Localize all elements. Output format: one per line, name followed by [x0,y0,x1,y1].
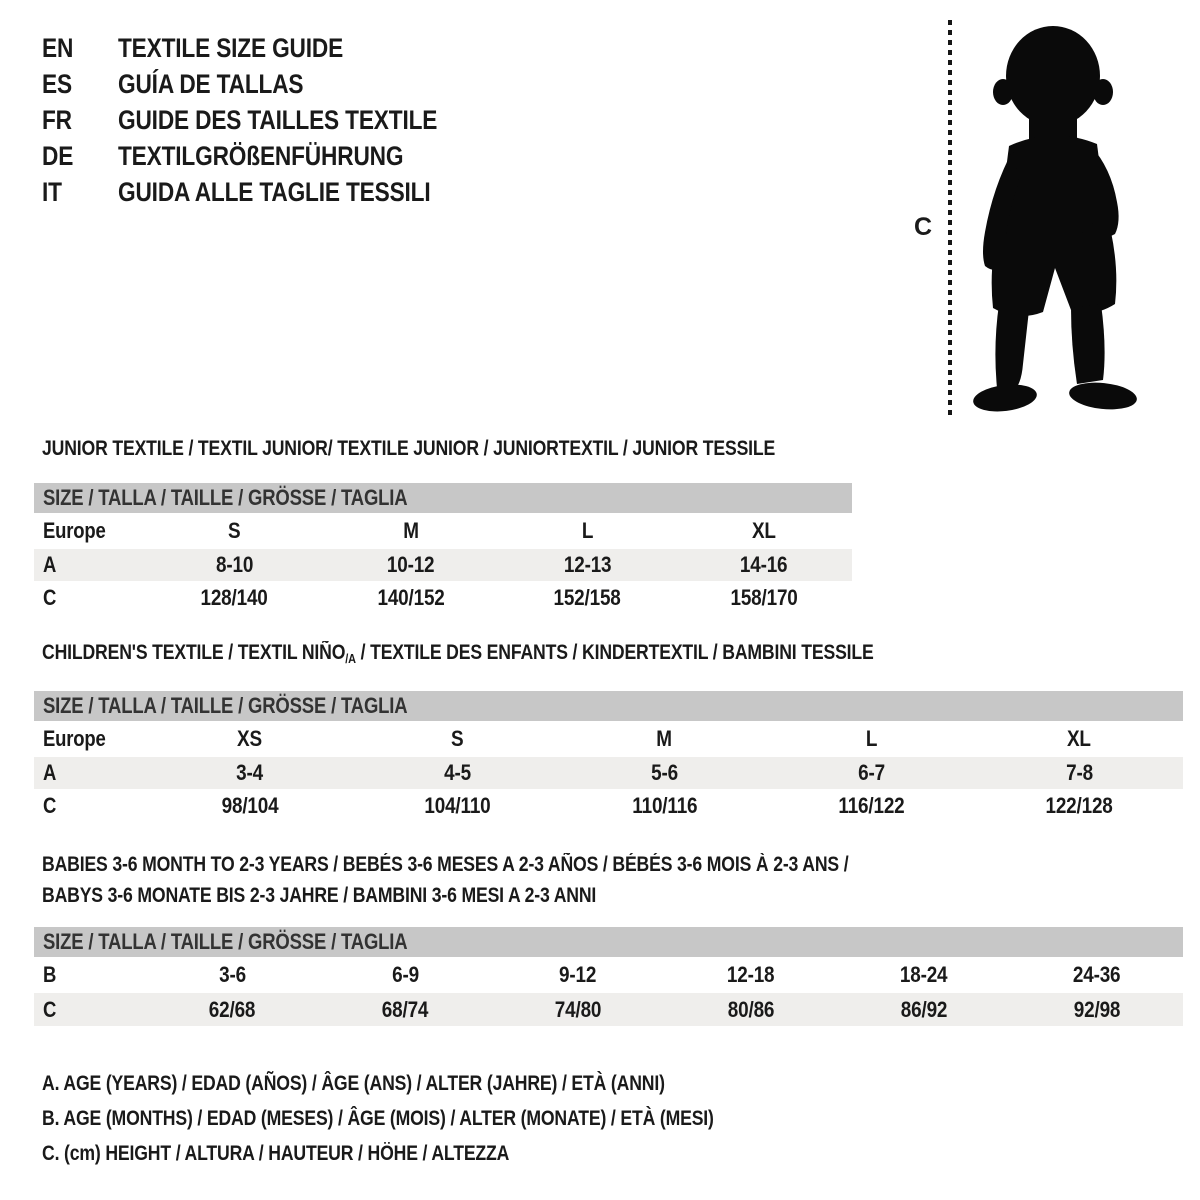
children-size-table [34,691,1183,822]
nino-a-subscript: /A [345,651,356,666]
lang-title-en: TEXTILE SIZE GUIDE [118,32,344,63]
silhouette-foot-left [972,381,1039,415]
junior-size-header-bar: SIZE / TALLA / TAILLE / GRÖSSE / TAGLIA [34,483,852,513]
children-size-header-bar: SIZE / TALLA / TAILLE / GRÖSSE / TAGLIA [34,691,1183,721]
babies-heading-line2: BABYS 3-6 MONATE BIS 2-3 JAHRE / BAMBINI 3-6 MESI A 2-3 ANNI [42,884,597,907]
junior-size-s: S [228,518,241,543]
babies-row-label: B [43,962,57,987]
lang-title-de: TEXTILGRÖßENFÜHRUNG [118,140,404,171]
babies-months-value: 12-18 [727,962,775,987]
lang-code-es: ES [42,68,72,99]
junior-size-table [34,483,852,614]
lang-code-en: EN [42,32,74,63]
lang-row-de [42,138,498,174]
babies-height-value: 92/98 [1073,996,1120,1022]
children-row-label: Europe [43,726,106,751]
junior-size-m: M [402,518,419,543]
junior-height-value: 152/158 [553,584,621,610]
lang-code-de: DE [42,140,74,171]
lang-code-it: IT [42,176,62,207]
children-row-age [34,757,1183,789]
junior-height-value: 158/170 [730,584,798,610]
children-height-value: 104/110 [424,792,491,818]
legend-line-b: B. AGE (MONTHS) / EDAD (MESES) / ÂGE (MOIS) / ALTER (MONATE) / ETÀ (MESI) [42,1106,714,1130]
silhouette-foot-right [1068,380,1138,413]
lang-code-fr: FR [42,104,72,135]
lang-row-en [42,30,498,66]
junior-row-europe [34,513,852,549]
children-age-value: 7-8 [1065,760,1093,785]
babies-months-value: 3-6 [218,962,246,987]
children-height-value: 110/116 [631,792,698,818]
silhouette-leg-right [1071,304,1105,384]
babies-row-label: C [43,996,57,1022]
height-dashed-line [948,20,952,416]
children-size-l: L [866,726,878,751]
junior-size-l: L [581,518,593,543]
children-size-xs: XS [237,726,263,751]
children-age-value: 5-6 [651,760,678,785]
junior-height-value: 140/152 [377,584,445,610]
children-row-label: C [43,792,57,818]
height-measure-label: C [913,213,933,241]
junior-height-value: 128/140 [200,584,268,610]
babies-row-months [34,957,1183,993]
junior-age-value: 12-13 [563,552,612,577]
language-title-block [42,30,498,210]
measurement-legend [42,1066,842,1171]
lang-title-it: GUIDA ALLE TAGLIE TESSILI [118,176,431,207]
junior-size-xl: XL [751,518,776,543]
children-size-s: S [450,726,464,751]
silhouette-shorts [992,232,1117,316]
junior-row-height [34,581,852,614]
children-age-value: 3-4 [236,760,264,785]
silhouette-ear-left [993,79,1013,105]
children-size-m: M [656,726,673,751]
legend-line-c: C. (cm) HEIGHT / ALTURA / HAUTEUR / HÖHE / ALTEZZA [42,1141,510,1165]
babies-height-value: 86/92 [900,996,947,1022]
children-height-value: 116/122 [838,792,905,818]
babies-height-value: 74/80 [554,996,602,1022]
children-age-value: 4-5 [443,760,471,785]
babies-months-value: 24-36 [1072,962,1121,987]
junior-row-label: Europe [43,518,106,543]
silhouette-ear-right [1093,79,1113,105]
babies-section-heading [42,853,1002,915]
babies-months-value: 6-9 [391,962,419,987]
lang-title-fr: GUIDE DES TAILLES TEXTILE [118,104,438,135]
babies-height-value: 68/74 [381,996,429,1022]
junior-section-heading: JUNIOR TEXTILE / TEXTIL JUNIOR/ TEXTILE JUNIOR / JUNIORTEXTIL / JUNIOR TESSILE [42,437,776,460]
junior-row-age [34,549,852,581]
junior-row-label: C [43,584,57,610]
babies-months-value: 9-12 [559,962,597,987]
silhouette-leg-left [995,304,1029,392]
lang-row-it [42,174,498,210]
children-height-value: 98/104 [221,792,279,818]
junior-row-label: A [43,552,57,577]
babies-row-height [34,993,1183,1026]
children-row-height [34,789,1183,822]
lang-row-es [42,66,498,102]
legend-line-a: A. AGE (YEARS) / EDAD (AÑOS) / ÂGE (ANS) / ALTER (JAHRE) / ETÀ (ANNI) [42,1071,665,1095]
babies-height-value: 62/68 [209,996,256,1022]
toddler-silhouette [964,22,1146,418]
junior-age-value: 10-12 [386,552,435,577]
babies-heading-line1: BABIES 3-6 MONTH TO 2-3 YEARS / BEBÉS 3-6 MESES A 2-3 AÑOS / BÉBÉS 3-6 MOIS À 2-3 ANS / [42,853,849,876]
babies-size-table [34,927,1183,1026]
children-age-value: 6-7 [858,760,886,785]
junior-age-value: 14-16 [739,552,788,577]
children-row-europe [34,721,1183,757]
junior-age-value: 8-10 [215,552,253,577]
children-size-xl: XL [1067,726,1092,751]
children-section-heading: CHILDREN'S TEXTILE / TEXTIL $NIÑO_{/A}$ / TEXTILE DES ENFANTS / KINDERTEXTIL / BAMBINI TESSILE [42,641,874,666]
babies-size-header-bar: SIZE / TALLA / TAILLE / GRÖSSE / TAGLIA [34,927,1183,957]
babies-months-value: 18-24 [899,962,948,987]
children-height-value: 122/128 [1045,792,1113,818]
children-row-label: A [43,760,57,785]
lang-title-es: GUÍA DE TALLAS [118,68,304,99]
lang-row-fr [42,102,498,138]
babies-height-value: 80/86 [727,996,775,1022]
